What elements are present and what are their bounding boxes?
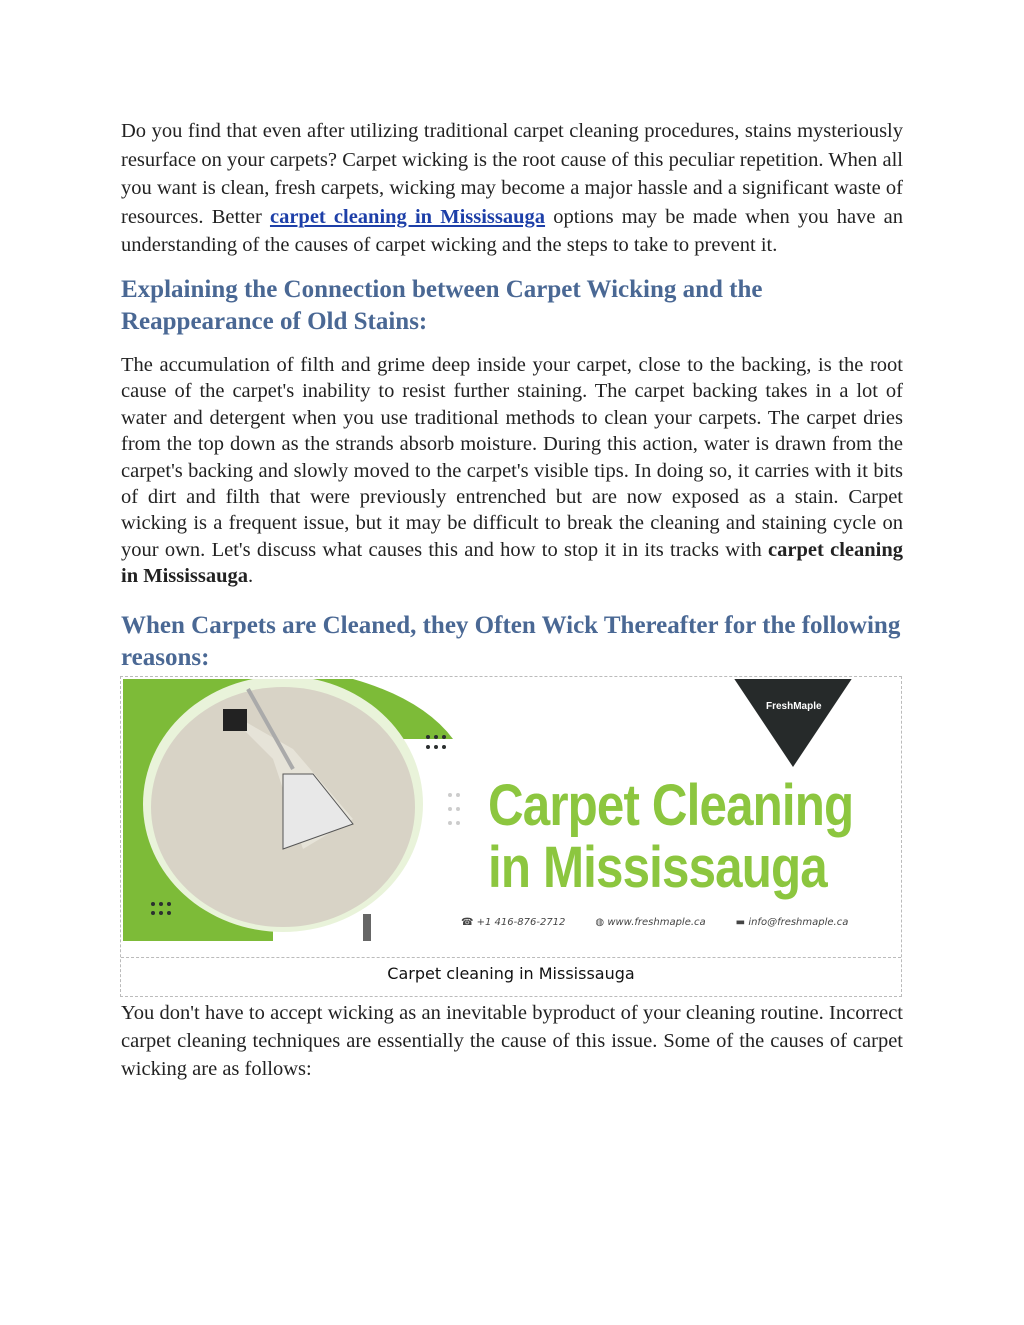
website-contact <box>595 917 705 929</box>
envelope-icon: ▬ <box>735 916 749 928</box>
bold-keyword: carpet cleaning in Mississauga <box>121 538 903 588</box>
logo-triangle <box>733 679 853 767</box>
banner-title-line2: in Mississauga <box>488 834 827 900</box>
section-heading-2: When Carpets are Cleaned, they Often Wick Thereafter for the following reasons: <box>121 611 901 671</box>
email-contact <box>736 917 849 929</box>
freshmaple-logo: FreshMaple <box>766 700 822 712</box>
website-url: www.freshmaple.ca <box>607 916 706 928</box>
figure <box>120 676 902 997</box>
phone-contact <box>461 917 565 929</box>
email-address: info@freshmaple.ca <box>748 916 849 928</box>
phone-icon: ☎ <box>461 916 477 928</box>
section-heading-1: Explaining the Connection between Carpet Wicking and the Reappearance of Old Stains: <box>121 275 763 335</box>
carpet-cleaning-link[interactable]: carpet cleaning in Mississauga <box>269 205 546 228</box>
banner-title-line1: Carpet Cleaning <box>488 772 854 838</box>
explanation-paragraph <box>121 352 903 590</box>
phone-number: +1 416-876-2712 <box>476 916 566 928</box>
intro-text-end: options may be made when you have an understanding of the causes of carpet wicking and the steps to take to prevent it. <box>121 205 903 257</box>
banner-contacts <box>461 917 848 929</box>
explanation-text: The accumulation of filth and grime deep inside your carpet, close to the backing, is the root cause of the carpet's inability to resist further staining. The carpet backing takes in a lot of water and detergent when you use traditional methods to clean your carpets. The carpet dries from the top down as the strands absorb moisture. During this action, water is drawn from the carpet's backing and slowly moved to the carpet's visible tips. In doing so, it carries with it bits of dirt and filth that were previously entrenched but are now exposed as a stain. Carpet wicking is a frequent issue, but it may be difficult to break the cleaning and staining cycle on your own. Let's discuss what causes this and how to stop it in its tracks with <box>121 353 903 561</box>
banner-image <box>123 679 899 941</box>
globe-icon: ◍ <box>595 916 608 928</box>
causes-intro-paragraph: You don't have to accept wicking as an inevitable byproduct of your cleaning routine. Incorrect carpet cleaning techniques are essentially the cause of this issue. Some of the causes of carpet wicking are as follows: <box>121 1001 903 1081</box>
figure-caption: Carpet cleaning in Mississauga <box>121 957 901 996</box>
intro-text: Do you find that even after utilizing traditional carpet cleaning procedures, stains mysteriously resurface on your carpets? Carpet wicking is the root cause of this peculiar repetition. When all you want is clean, fresh carpets, wicking may become a major hassle and a significant waste of resources. Better <box>121 120 903 228</box>
intro-paragraph <box>121 117 903 260</box>
banner-title <box>488 772 854 900</box>
period: . <box>248 565 254 588</box>
document-body <box>121 0 903 1083</box>
